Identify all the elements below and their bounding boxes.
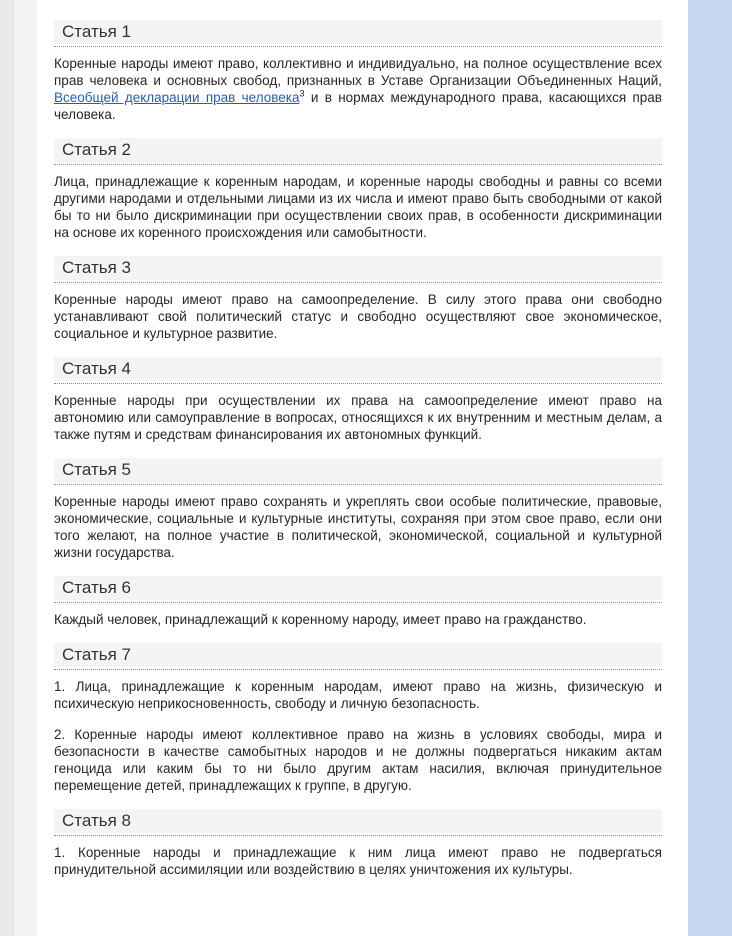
article-paragraph: Коренные народы при осуществлении их права на самоопределение имеют право на автономию или самоуправление в вопросах, относящихся к их внутренним и местным делам, а также путям и средствам финансирования их автономных функций. [54, 393, 662, 442]
article-section-1 [54, 20, 662, 123]
article-title: Статья 7 [54, 643, 662, 667]
document-content [37, 0, 688, 936]
article-paragraph: Коренные народы имеют право на самоопределение. В силу этого права они свободно устанавливают свой политический статус и свободно осуществляют свое экономическое, социальное и культурное развитие. [54, 292, 662, 341]
article-paragraph: 1. Лица, принадлежащие к коренным народам, имеют право на жизнь, физическую и психическую неприкосновенность, свободу и личную безопасность. [54, 679, 662, 711]
article-title: Статья 2 [54, 138, 662, 162]
article-title: Статья 5 [54, 458, 662, 482]
footnote-reference[interactable]: 3 [299, 88, 305, 99]
article-title: Статья 4 [54, 357, 662, 381]
article-paragraph: Каждый человек, принадлежащий к коренному народу, имеет право на гражданство. [54, 612, 587, 627]
paragraph-text-pre: Коренные народы имеют право, коллективно и индивидуально, на полное осуществление всех прав человека и основных свобод, признанных в Уставе Организации Объединенных Наций, [54, 56, 662, 88]
paragraph-text-post: и в нормах международного права, касающихся прав человека. [54, 90, 662, 122]
article-header [54, 458, 662, 485]
left-margin-band [0, 0, 37, 936]
article-title: Статья 8 [54, 809, 662, 833]
article-header [54, 576, 662, 603]
article-header [54, 643, 662, 670]
article-header [54, 138, 662, 165]
article-section-8 [54, 809, 662, 878]
article-paragraph [54, 55, 662, 123]
article-header [54, 357, 662, 384]
article-title: Статья 1 [54, 20, 662, 44]
article-section-5 [54, 458, 662, 561]
article-paragraph: 2. Коренные народы имеют коллективное право на жизнь в условиях свободы, мира и безопасности в качестве самобытных народов и не должны подвергаться никаким актам геноцида или каким бы то ни было другим актам насилия, включая принудительное перемещение детей, принадлежащих к группе, в другую. [54, 727, 662, 793]
article-header [54, 20, 662, 47]
article-section-2 [54, 138, 662, 241]
udhr-declaration-link[interactable]: Всеобщей декларации прав человека [54, 90, 300, 105]
article-section-3 [54, 256, 662, 342]
article-section-6 [54, 576, 662, 628]
article-section-4 [54, 357, 662, 443]
article-header [54, 809, 662, 836]
article-paragraph: Коренные народы имеют право сохранять и укреплять свои особые политические, правовые, экономические, социальные и культурные институты, сохраняя при этом свое право, если они того желают, на полное участие в политической, экономической, социальной и культурной жизни государства. [54, 494, 662, 560]
article-title: Статья 6 [54, 576, 662, 600]
article-paragraph: 1. Коренные народы и принадлежащие к ним лица имеют право не подвергаться принудительной ассимиляции или воздействию в целях уничтожения их культуры. [54, 845, 662, 877]
article-title: Статья 3 [54, 256, 662, 280]
article-section-7 [54, 643, 662, 794]
article-paragraph: Лица, принадлежащие к коренным народам, и коренные народы свободны и равны со всеми другими народами и отдельными лицами из их числа и имеют право быть свободными от какой бы то ни было дискриминации при осуществлении своих прав, в особенности дискриминации на основе их коренного происхождения или самобытности. [54, 174, 662, 240]
right-margin-band [688, 0, 732, 936]
left-margin-divider [13, 0, 14, 936]
article-header [54, 256, 662, 283]
